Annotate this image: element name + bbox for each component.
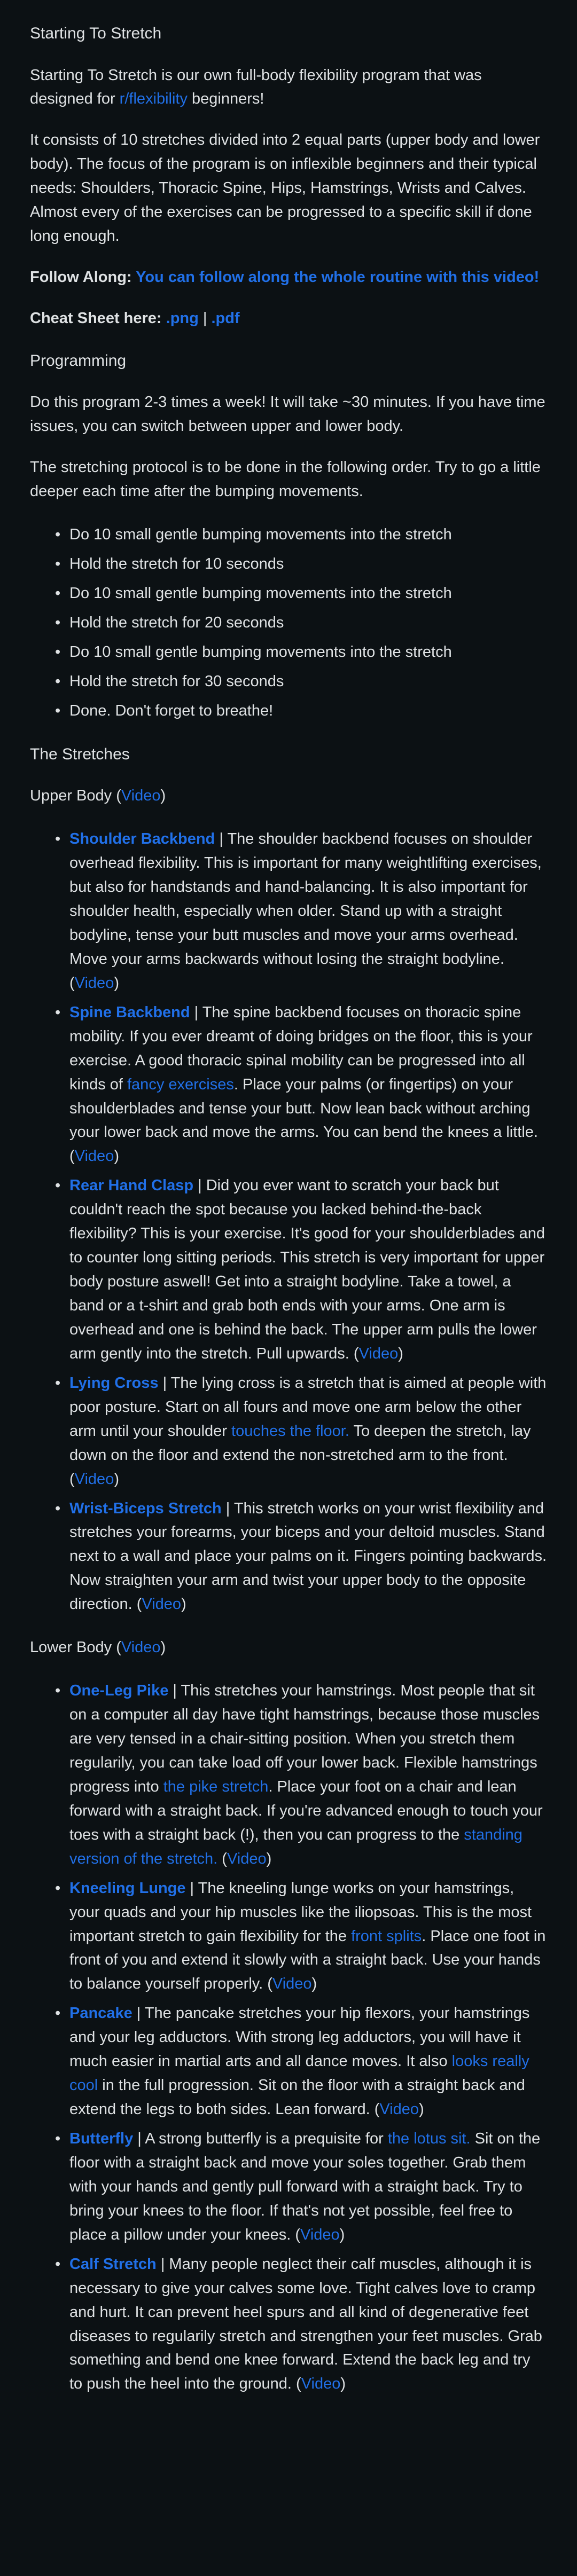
calf-stretch-video-link[interactable]: Video (301, 2375, 341, 2393)
text-run: ) (160, 1639, 166, 1656)
pike-stretch-link[interactable]: the pike stretch (163, 1778, 269, 1795)
one-leg-pike-link[interactable]: One-Leg Pike (69, 1682, 169, 1700)
list-item (69, 640, 547, 664)
butterfly-video-link[interactable]: Video (300, 2226, 340, 2243)
text-run: Done. Don't forget to breathe! (69, 702, 274, 719)
text-run: It consists of 10 stretches divided into 2 equal parts (upper body and lower body). The focus of the program is on inflexible beginners and their typical needs: Shoulders, Thoracic Spine, Hips, Hamstrings, Wrists and Calves. Almost every of the exercises can be progressed to a specific skill if done long enough. (30, 131, 540, 245)
lying-cross-video-link[interactable]: Video (74, 1470, 114, 1488)
text-run: Lower Body ( (30, 1639, 121, 1656)
fancy-exercises-link[interactable]: fancy exercises (127, 1075, 234, 1093)
list-item (69, 699, 547, 723)
text-run: ) (419, 2101, 424, 2118)
text-run: Hold the stretch for 30 seconds (69, 672, 284, 690)
text-run: Upper Body ( (30, 787, 121, 805)
list-item (69, 582, 547, 606)
text-run: Do 10 small gentle bumping movements into the stretch (69, 643, 452, 661)
text-run: | Did you ever want to scratch your back but couldn't reach the spot because you lacked behind-the-back flexibility? This is your exercise. It's good for your shoulderblades and to counter long sitting periods. This stretch is very important for upper body posture aswell! Get into a straight bodyline. Take a towel, a band or a t-shirt and grab both ends with your arms. One arm is overhead and one is behind the back. The upper arm pulls the lower arm gently into the stretch. Pull upwards. ( (69, 1177, 545, 1362)
text-run: ) (114, 1470, 119, 1488)
text-run: | The shoulder backbend focuses on shoulder overhead flexibility. This is important for many weightlifting exercises, but also for handstands and hand-balancing. It is also important for shoulder health, especially when older. Stand up with a straight bodyline, tense your butt muscles and move your arms overhead. Move your arms backwards without losing the straight bodyline. ( (69, 830, 542, 992)
text-run: in the full progression. Sit on the floor with a straight back and extend the legs to both sides. Lean forward. ( (69, 2077, 525, 2118)
text-run: Sit on the floor with a straight back and move your soles together. Grab them with your hands and gently pull forward with a straight back. Try to bring your knees to the floor. If that's not yet possible, feel free to place a pillow under your knees. ( (69, 2130, 541, 2243)
text-run: ) (311, 1975, 317, 1993)
wrist-biceps-stretch-link[interactable]: Wrist-Biceps Stretch (69, 1499, 222, 1517)
paragraph (30, 1636, 547, 1660)
text-run: ) (160, 787, 166, 805)
text-run: beginners! (187, 90, 264, 108)
paragraph (30, 64, 547, 112)
wiki-content (30, 64, 547, 2397)
section-heading (30, 742, 547, 767)
text-run: Do 10 small gentle bumping movements into the stretch (69, 585, 452, 602)
spine-backbend-video-link[interactable]: Video (74, 1148, 114, 1165)
section-heading (30, 349, 547, 374)
lower-body-video-link[interactable]: Video (121, 1639, 161, 1656)
paragraph (30, 390, 547, 438)
page-title: Starting To Stretch (30, 25, 162, 42)
list-item (69, 1174, 547, 1366)
text-run: . Place one foot in front of you and extend it slowly with a straight back. Use your hands to balance yourself properly. ( (69, 1927, 546, 1993)
list-item (69, 1001, 547, 1169)
text-run: Do 10 small gentle bumping movements into the stretch (69, 526, 452, 544)
list-item (69, 552, 547, 576)
rear-hand-clasp-video-link[interactable]: Video (358, 1345, 399, 1362)
pancake-link[interactable]: Pancake (69, 2005, 132, 2022)
text-run: ( (217, 1850, 227, 1867)
text-run: ) (181, 1596, 186, 1613)
text-run: | (198, 310, 212, 327)
text-run: . Place your foot on a chair and lean forward with a straight back. If you're advanced enough to touch your toes with a straight back (!), then you can progress to the (69, 1778, 543, 1843)
r-flexibility-link[interactable]: r/flexibility (119, 90, 188, 108)
paragraph (30, 128, 547, 248)
lotus-sit-link[interactable]: the lotus sit. (387, 2130, 471, 2147)
bullet-list (30, 523, 547, 723)
list-item (69, 2127, 547, 2247)
calf-stretch-link[interactable]: Calf Stretch (69, 2255, 157, 2273)
text-run: ) (114, 1148, 119, 1165)
kneeling-lunge-link[interactable]: Kneeling Lunge (69, 1879, 186, 1897)
list-item (69, 670, 547, 694)
text-run: ) (398, 1345, 403, 1362)
text-run: ) (266, 1850, 272, 1867)
rear-hand-clasp-link[interactable]: Rear Hand Clasp (69, 1177, 194, 1195)
kneeling-lunge-video-link[interactable]: Video (272, 1975, 312, 1993)
list-item (69, 827, 547, 995)
text-run: | The kneeling lunge works on your hamstrings, your quads and your hip muscles like the iliopsoas. This is the most important stretch to gain flexibility for the (69, 1879, 532, 1945)
lying-cross-link[interactable]: Lying Cross (69, 1374, 159, 1392)
text-run: Programming (30, 351, 127, 370)
bullet-list (30, 1679, 547, 2396)
one-leg-pike-video-link[interactable]: Video (227, 1850, 267, 1867)
standing-version-link[interactable]: standing version of the stretch. (69, 1826, 523, 1867)
front-splits-link[interactable]: front splits (351, 1927, 422, 1945)
butterfly-link[interactable]: Butterfly (69, 2130, 134, 2147)
text-run: Starting To Stretch is our own full-body flexibility program that was designed for (30, 66, 482, 108)
text-run: . Place your palms (or fingertips) on your shoulderblades and tense your butt. Now lean back without arching your lower back and move the arms. You can bend the knees a little. ( (69, 1075, 538, 1165)
text-run: | The pancake stretches your hip flexors, your hamstrings and your leg adductors. With strong leg adductors, you will have it much easier in martial arts and all dance moves. It also (69, 2005, 530, 2070)
text-run: Hold the stretch for 10 seconds (69, 555, 284, 573)
text-run: ) (339, 2226, 345, 2243)
bullet-list (30, 827, 547, 1616)
text-run: The Stretches (30, 745, 130, 763)
text-run: | The spine backbend focuses on thoracic spine mobility. If you ever dreamt of doing bridges on the floor, this is your exercise. A good thoracic spinal mobility can be progressed into all kinds of (69, 1003, 533, 1093)
list-item (69, 1371, 547, 1491)
looks-really-cool-link[interactable]: looks really cool (69, 2053, 529, 2094)
text-run: Do this program 2-3 times a week! It will take ~30 minutes. If you have time issues, you can switch between upper and lower body. (30, 394, 545, 435)
follow-along-video-link[interactable]: You can follow along the whole routine with this video! (136, 269, 540, 286)
list-item (69, 1497, 547, 1617)
shoulder-backbend-video-link[interactable]: Video (74, 974, 114, 992)
shoulder-backbend-link[interactable]: Shoulder Backbend (69, 830, 215, 848)
upper-body-video-link[interactable]: Video (121, 787, 161, 805)
paragraph (30, 455, 547, 504)
list-item (69, 1679, 547, 1871)
list-item (69, 523, 547, 547)
list-item (69, 2001, 547, 2122)
text-run: ) (114, 974, 119, 992)
list-item (69, 611, 547, 635)
text-run: | Many people neglect their calf muscles, although it is necessary to give your calves some love. Tight calves love to cramp and hurt. It can prevent heel spurs and all kind of degenerative feet diseases to regularily stretch and strengthen your feet muscles. Grab something and bend one knee forward. Extend the back leg and try to push the heel into the ground. ( (69, 2255, 542, 2393)
text-run: | This stretch works on your wrist flexibility and stretches your forearms, your biceps and your deltoid muscles. Stand next to a wall and place your palms on it. Fingers pointing backwards. Now straighten your arm and twist your upper body to the opposite direction. ( (69, 1499, 547, 1613)
text-run: Follow Along: (30, 269, 136, 286)
cheatsheet-pdf-link[interactable]: .pdf (211, 310, 240, 327)
text-run: To deepen the stretch, lay down on the floor and extend the non-stretched arm to the front. ( (69, 1422, 531, 1488)
text-run: | A strong butterfly is a prequisite for (133, 2130, 388, 2147)
list-item (69, 1876, 547, 1997)
paragraph (30, 784, 547, 808)
paragraph (30, 265, 547, 289)
list-item (69, 2252, 547, 2397)
wrist-biceps-video-link[interactable]: Video (142, 1596, 182, 1613)
text-run: Cheat Sheet here: (30, 310, 166, 327)
text-run: | The lying cross is a stretch that is aimed at people with poor posture. Start on all fours and move one arm below the other arm until your shoulder (69, 1374, 547, 1440)
cheatsheet-png-link[interactable]: .png (166, 310, 199, 327)
text-run: Hold the stretch for 20 seconds (69, 614, 284, 631)
text-run: | This stretches your hamstrings. Most people that sit on a computer all day have tight hamstrings, because those muscles are very tensed in a chair-sitting position. When you stretch them regularily, you can take load off your lower back. Flexible hamstrings progress into (69, 1682, 540, 1795)
touches-the-floor-link[interactable]: touches the floor. (231, 1422, 349, 1440)
pancake-video-link[interactable]: Video (379, 2101, 419, 2118)
paragraph (30, 307, 547, 331)
text-run: The stretching protocol is to be done in the following order. Try to go a little deeper each time after the bumping movements. (30, 459, 541, 500)
spine-backbend-link[interactable]: Spine Backbend (69, 1003, 190, 1021)
text-run: ) (340, 2375, 346, 2393)
